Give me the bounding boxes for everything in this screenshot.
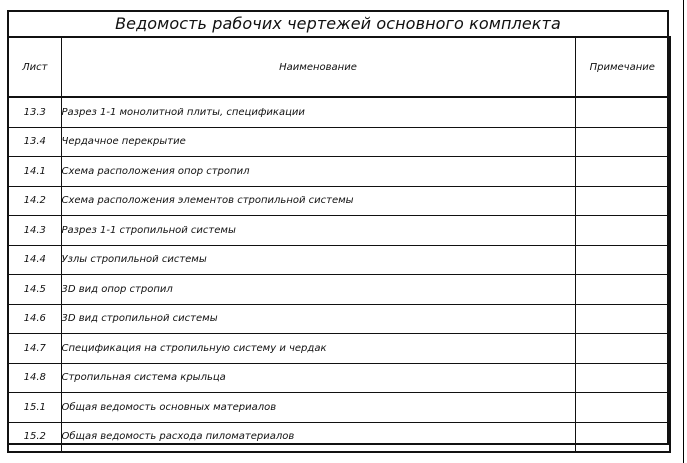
sheet-number-cell: 14.6	[8, 304, 61, 334]
table-row	[8, 216, 670, 246]
table-header-row	[8, 37, 670, 97]
table-row	[8, 97, 670, 127]
sheet-number-cell: 14.3	[8, 216, 61, 246]
note-cell	[575, 127, 670, 157]
sheet-name-cell: Стропильная система крыльца	[61, 363, 575, 393]
table-row	[8, 393, 670, 423]
table-row	[8, 363, 670, 393]
table-row	[8, 245, 670, 275]
sheet-number-cell: 14.7	[8, 334, 61, 364]
table-body	[8, 97, 670, 452]
sheet-number-cell: 14.4	[8, 245, 61, 275]
note-cell	[575, 304, 670, 334]
drawings-table	[7, 36, 671, 453]
sheet-name-cell: Схема расположения опор стропил	[61, 157, 575, 187]
sheet-name-cell: Общая ведомость расхода пиломатериалов	[61, 422, 575, 452]
table-row	[8, 422, 670, 452]
sheet-name-cell: Узлы стропильной системы	[61, 245, 575, 275]
sheet-name-cell: 3D вид опор стропил	[61, 275, 575, 305]
note-cell	[575, 245, 670, 275]
table-row	[8, 186, 670, 216]
note-cell	[575, 422, 670, 452]
sheet-name-cell: 3D вид стропильной системы	[61, 304, 575, 334]
note-cell	[575, 157, 670, 187]
note-cell	[575, 334, 670, 364]
note-cell	[575, 393, 670, 423]
sheet-name-cell: Разрез 1-1 стропильной системы	[61, 216, 575, 246]
document-title: Ведомость рабочих чертежей основного комплекта	[115, 14, 561, 33]
table-row	[8, 127, 670, 157]
sheet-name-cell: Разрез 1-1 монолитной плиты, спецификации	[61, 97, 575, 127]
sheet-number-cell: 15.2	[8, 422, 61, 452]
sheet-number-cell: 14.1	[8, 157, 61, 187]
sheet-number-cell: 14.8	[8, 363, 61, 393]
column-header-name: Наименование	[61, 37, 575, 97]
note-cell	[575, 363, 670, 393]
column-header-sheet: Лист	[8, 37, 61, 97]
sheet-number-cell: 13.4	[8, 127, 61, 157]
drawing-list-sheet	[7, 10, 669, 445]
table-row	[8, 334, 670, 364]
note-cell	[575, 186, 670, 216]
sheet-number-cell: 14.2	[8, 186, 61, 216]
sheet-name-cell: Чердачное перекрытие	[61, 127, 575, 157]
sheet-name-cell: Спецификация на стропильную систему и чердак	[61, 334, 575, 364]
table-row	[8, 157, 670, 187]
note-cell	[575, 97, 670, 127]
sheet-number-cell: 15.1	[8, 393, 61, 423]
table-row	[8, 304, 670, 334]
column-header-note: Примечание	[575, 37, 670, 97]
sheet-number-cell: 13.3	[8, 97, 61, 127]
sheet-number-cell: 14.5	[8, 275, 61, 305]
note-cell	[575, 275, 670, 305]
note-cell	[575, 216, 670, 246]
sheet-name-cell: Общая ведомость основных материалов	[61, 393, 575, 423]
sheet-name-cell: Схема расположения элементов стропильной системы	[61, 186, 575, 216]
table-row	[8, 275, 670, 305]
